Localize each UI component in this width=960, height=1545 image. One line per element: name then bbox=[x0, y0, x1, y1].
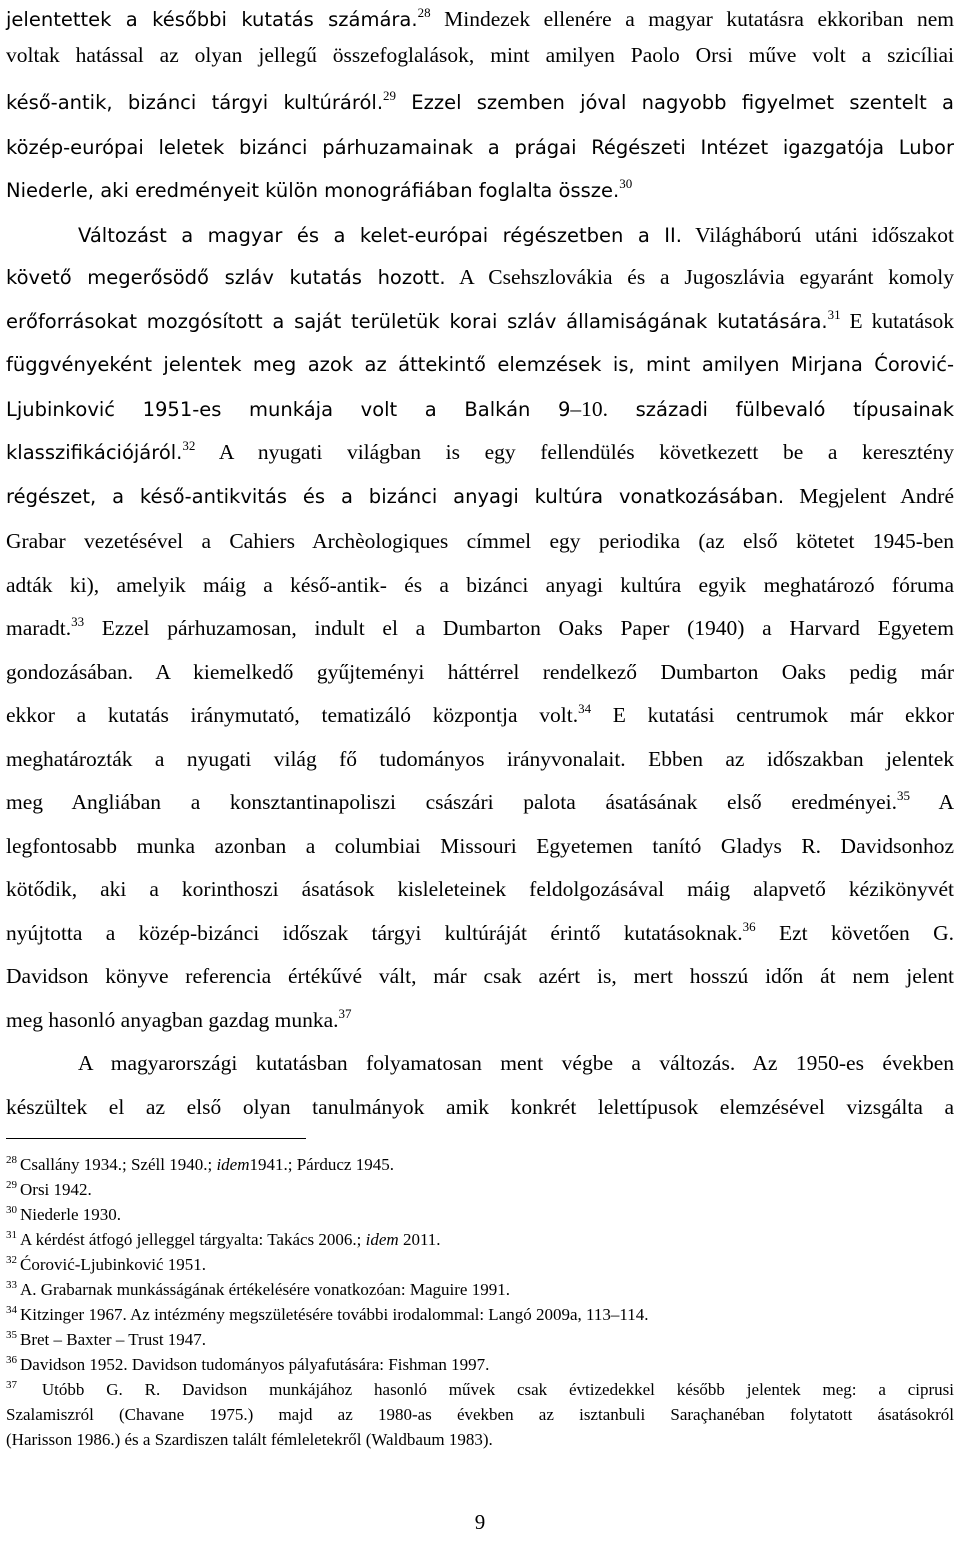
body-line-8 bbox=[6, 306, 954, 337]
text-segment: jelentettek a későbbi kutatás számára. bbox=[6, 8, 418, 31]
body-line-12 bbox=[6, 481, 954, 512]
footnote-37-line-3: (Harisson 1986.) és a Szardiszen talált fémleletekről (Waldbaum 1983). bbox=[6, 1430, 493, 1449]
body-line-21: kötődik, aki a korinthoszi ásatások kisleleteinek feldolgozásával máig alapvető kézikönyvét bbox=[6, 877, 954, 901]
text-segment: klasszifikációjáról. bbox=[6, 441, 183, 464]
footnote-text: Orsi 1942. bbox=[20, 1180, 92, 1199]
body-line-26: készültek el az első olyan tanulmányok amik konkrét lelettípusok elemzésével vizsgálta a bbox=[6, 1095, 954, 1119]
footnote-number: 29 bbox=[6, 1179, 17, 1191]
body-line-11 bbox=[6, 437, 954, 468]
footnote-number: 33 bbox=[6, 1279, 17, 1291]
body-line-20: legfontosabb munka azonban a columbiai Missouri Egyetemen tanító Gladys R. Davidsonhoz bbox=[6, 834, 954, 858]
text-segment: E kutatási centrumok már ekkor bbox=[591, 703, 954, 727]
text-segment: –10. bbox=[570, 397, 609, 421]
body-line-19 bbox=[6, 787, 954, 817]
footnote-text: Utóbb G. R. Davidson munkájához hasonló művek csak évtizedekkel később jelentek meg: a ciprusi bbox=[41, 1380, 955, 1399]
text-segment: E kutatások bbox=[840, 309, 954, 333]
footnote-text-italic: idem bbox=[216, 1155, 250, 1174]
footnote-text: 2011. bbox=[398, 1230, 441, 1249]
text-segment: Ezzel szemben jóval nagyobb figyelmet szentelt a bbox=[396, 91, 955, 114]
footnote-number: 37 bbox=[6, 1379, 17, 1391]
footnote-33 bbox=[6, 1280, 954, 1300]
footnote-35 bbox=[6, 1330, 954, 1350]
text-segment: meg hasonló anyagban gazdag munka. bbox=[6, 1008, 339, 1032]
footnote-ref-29[interactable]: 29 bbox=[383, 88, 397, 103]
footnote-text: A kérdést átfogó jelleggel tárgyalta: Takács 2006.; bbox=[20, 1230, 366, 1249]
footnote-ref-37[interactable]: 37 bbox=[338, 1006, 352, 1021]
body-line-23: Davidson könyve referencia értékűvé vált, már csak azért is, mert hosszú időn át nem jelent bbox=[6, 964, 954, 988]
body-line-4 bbox=[6, 132, 954, 163]
text-segment: Világháború utáni időszakot bbox=[681, 223, 954, 247]
body-line-18: meghatározták a nyugati világ fő tudományos irányvonalait. Ebben az időszakban jelentek bbox=[6, 747, 954, 771]
footnote-29 bbox=[6, 1180, 954, 1200]
footnote-text: Bret – Baxter – Trust 1947. bbox=[20, 1330, 207, 1349]
footnote-number: 31 bbox=[6, 1229, 17, 1241]
footnote-30 bbox=[6, 1205, 954, 1225]
text-segment: nyújtotta a közép-bizánci időszak tárgyi kultúráját érintő kutatásoknak. bbox=[6, 921, 743, 945]
text-segment: Ljubinković 1951-es munkája volt a Balkán 9 bbox=[6, 398, 571, 421]
text-segment: maradt. bbox=[6, 616, 72, 640]
body-line-9: függvényeként jelentek meg azok az áttekintő elemzések is, mint amilyen Mirjana Ćorović- bbox=[6, 353, 954, 376]
footnote-34 bbox=[6, 1305, 954, 1325]
footnote-text: A. Grabarnak munkásságának értékelésére vonatkozóan: Maguire 1991. bbox=[20, 1280, 510, 1299]
footnote-text: Davidson 1952. Davidson tudományos pályafutására: Fishman 1997. bbox=[20, 1355, 490, 1374]
footnote-32 bbox=[6, 1255, 954, 1275]
page-number: 9 bbox=[474, 1510, 486, 1534]
footnote-number: 36 bbox=[6, 1354, 17, 1366]
text-segment: ekkor a kutatás iránymutató, tematizáló központja volt. bbox=[6, 703, 579, 727]
footnote-ref-28[interactable]: 28 bbox=[417, 5, 431, 20]
body-line-7 bbox=[6, 262, 954, 293]
body-line-24 bbox=[6, 1005, 954, 1035]
text-segment: A nyugati világban is egy fellendülés következett be a keresztény bbox=[195, 440, 954, 464]
footnote-37-line-1 bbox=[6, 1380, 954, 1400]
text-segment: Ezzel párhuzamosan, indult el a Dumbarton Oaks Paper (1940) a Harvard Egyetem bbox=[84, 616, 954, 640]
footnote-separator bbox=[6, 1138, 306, 1139]
footnote-number: 30 bbox=[6, 1204, 17, 1216]
footnote-number: 28 bbox=[6, 1154, 17, 1166]
body-line-22 bbox=[6, 918, 954, 948]
footnote-37-line-2: Szalamiszról (Chavane 1975.) majd az 1980-as években az isztanbuli Saraçhanéban folytatott ásatásokról bbox=[6, 1405, 954, 1424]
text-segment: A Csehszlovákia és a Jugoszlávia egyaránt komoly bbox=[445, 265, 954, 289]
footnote-text: Kitzinger 1967. Az intézmény megszületésére további irodalommal: Langó 2009a, 113–114. bbox=[20, 1305, 649, 1324]
body-line-15 bbox=[6, 613, 954, 643]
footnote-text: Ćorović-Ljubinković 1951. bbox=[20, 1255, 207, 1274]
body-line-17 bbox=[6, 700, 954, 730]
footnote-text: Niederle 1930. bbox=[20, 1205, 122, 1224]
text-segment: Niederle, aki eredményeit külön monográfiában foglalta össze. bbox=[6, 179, 620, 202]
body-line-2: voltak hatással az olyan jellegű összefoglalások, mint amilyen Paolo Orsi műve volt a szicíliai bbox=[6, 43, 954, 67]
footnote-ref-35[interactable]: 35 bbox=[897, 788, 910, 803]
text-segment: régészet, a késő-antikvitás és a bizánci anyagi kultúra vonatkozásában. bbox=[6, 485, 785, 508]
body-line-3 bbox=[6, 87, 954, 118]
footnote-ref-31[interactable]: 31 bbox=[827, 307, 841, 322]
text-segment: meg Angliában a konsztantinapoliszi császári palota ásatásának első eredményei. bbox=[6, 790, 897, 814]
text-segment: Ezt követően G. bbox=[755, 921, 954, 945]
footnote-text: Csallány 1934.; Széll 1940.; bbox=[20, 1155, 217, 1174]
text-segment: Mindezek ellenére a magyar kutatásra ekkoriban nem bbox=[430, 7, 955, 31]
body-line-1 bbox=[6, 4, 954, 35]
text-segment: századi fülbevaló típusainak bbox=[608, 398, 954, 421]
text-segment: A bbox=[910, 790, 955, 814]
text-segment: Megjelent André bbox=[784, 484, 954, 508]
body-line-14: adták ki), amelyik máig a késő-antik- és a bizánci anyagi kultúra egyik meghatározó fóruma bbox=[6, 573, 954, 597]
footnote-text: 1941.; Párducz 1945. bbox=[249, 1155, 394, 1174]
body-line-16: gondozásában. A kiemelkedő gyűjteményi háttérrel rendelkező Dumbarton Oaks pedig már bbox=[6, 660, 954, 684]
footnote-number: 35 bbox=[6, 1329, 17, 1341]
body-line-10 bbox=[6, 394, 954, 425]
footnote-ref-34[interactable]: 34 bbox=[578, 701, 592, 716]
text-segment: közép-európai leletek bizánci párhuzamainak a prágai Régészeti Intézet igazgatója Lubor bbox=[6, 136, 954, 159]
footnote-number: 34 bbox=[6, 1304, 17, 1316]
body-line-6 bbox=[78, 220, 954, 251]
text-segment: követő megerősödő szláv kutatás hozott. bbox=[6, 266, 446, 289]
footnote-36 bbox=[6, 1355, 954, 1375]
text-segment: erőforrásokat mozgósított a saját területük korai szláv államiságának kutatására. bbox=[6, 310, 828, 333]
footnote-ref-32[interactable]: 32 bbox=[182, 438, 196, 453]
footnote-28 bbox=[6, 1155, 954, 1175]
footnote-text-italic: idem bbox=[365, 1230, 399, 1249]
text-segment: késő-antik, bizánci tárgyi kultúráról. bbox=[6, 91, 384, 114]
body-line-13: Grabar vezetésével a Cahiers Archèologiques címmel egy periodika (az első kötetet 1945-ben bbox=[6, 529, 954, 553]
body-line-5 bbox=[6, 175, 954, 206]
footnote-ref-33[interactable]: 33 bbox=[71, 614, 85, 629]
text-segment: Változást a magyar és a kelet-európai régészetben a II. bbox=[78, 224, 682, 247]
footnote-31 bbox=[6, 1230, 954, 1250]
footnote-ref-36[interactable]: 36 bbox=[742, 919, 756, 934]
body-line-25: A magyarországi kutatásban folyamatosan ment végbe a változás. Az 1950-es években bbox=[78, 1051, 954, 1075]
footnote-ref-30[interactable]: 30 bbox=[619, 176, 633, 191]
footnote-number: 32 bbox=[6, 1254, 17, 1266]
